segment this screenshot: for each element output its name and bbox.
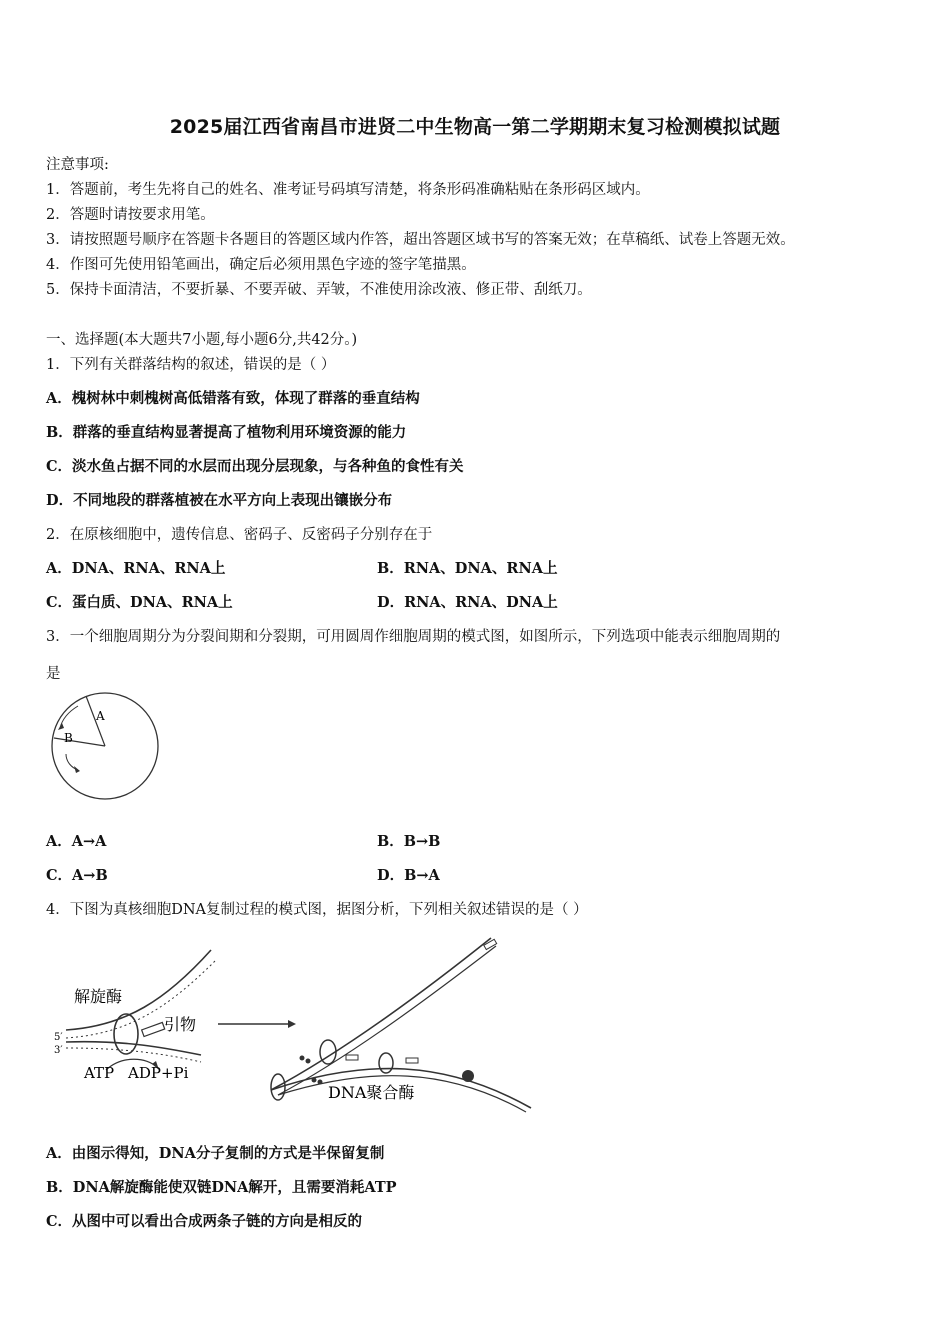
label-helicase: 解旋酶 (74, 987, 123, 1006)
notice-item-2: 2．答题时请按要求用笔。 (46, 207, 215, 223)
label-primer: 引物 (164, 1015, 197, 1034)
fragment-2 (406, 1058, 418, 1063)
label-3prime: 3′ (54, 1045, 63, 1056)
label-a: A (96, 709, 105, 723)
polymerase-upper (320, 1040, 336, 1064)
label-adp: ADP+Pi (128, 1064, 189, 1082)
q1-option-b: B．群落的垂直结构显著提高了植物利用环境资源的能力 (46, 424, 407, 441)
q1-option-c: C．淡水鱼占据不同的水层而出现分层现象，与各种鱼的食性有关 (46, 458, 464, 475)
notice-item-1: 1．答题前，考生先将自己的姓名、准考证号码填写清楚，将条形码准确粘贴在条形码区域内。 (46, 182, 650, 198)
q4-option-a: A．由图示得知，DNA分子复制的方式是半保留复制 (46, 1145, 385, 1162)
dot-1 (300, 1056, 305, 1061)
notice-item-5: 5．保持卡面清洁，不要折暴、不要弄破、弄皱，不准使用涂改液、修正带、刮纸刀。 (46, 282, 592, 298)
helicase-ring (114, 1014, 138, 1054)
section-heading: 一、选择题(本大题共7小题,每小题6分,共42分。) (46, 332, 358, 348)
dot-2 (306, 1059, 311, 1064)
q2-stem: 2．在原核细胞中，遗传信息、密码子、反密码子分别存在于 (46, 527, 433, 543)
arrow-arc-top (60, 706, 78, 728)
q4-stem: 4．下图为真核细胞DNA复制过程的模式图，据图分析，下列相关叙述错误的是（ ） (46, 902, 588, 918)
label-polymerase: DNA聚合酶 (328, 1083, 415, 1102)
q1-option-d: D．不同地段的群落植被在水平方向上表现出镶嵌分布 (46, 492, 393, 509)
q1-option-a: A．槐树林中刺槐树高低错落有致，体现了群落的垂直结构 (46, 390, 420, 407)
q3-option-d: D．B→A (377, 867, 440, 884)
q2-option-b: B．RNA、DNA、RNA上 (377, 560, 558, 577)
process-arrow-head (288, 1020, 296, 1028)
label-b: B (64, 731, 73, 745)
q3-stem-line2: 是 (46, 666, 61, 682)
polymerase-lower-1 (379, 1053, 393, 1073)
q2-option-a: A．DNA、RNA、RNA上 (46, 560, 226, 577)
primer-shape (142, 1022, 165, 1036)
polymerase-lower-2 (462, 1070, 474, 1082)
q4-option-c: C．从图中可以看出合成两条子链的方向是相反的 (46, 1213, 363, 1230)
q3-option-c: C．A→B (46, 867, 108, 884)
notice-item-3: 3．请按照题号顺序在答题卡各题目的答题区域内作答，超出答题区域书写的答案无效；在草稿纸、试卷上答题无效。 (46, 232, 795, 248)
q3-stem-line1: 3．一个细胞周期分为分裂间期和分裂期，可用圆周作细胞周期的模式图，如图所示，下列选项中能表示细胞周期的 (46, 629, 781, 645)
dot-3 (312, 1078, 317, 1083)
q3-option-a: A．A→A (46, 833, 107, 850)
q3-option-b: B．B→B (377, 833, 441, 850)
cell-cycle-figure (46, 690, 164, 805)
fork-upper-a (271, 938, 491, 1090)
fragment-3 (484, 939, 497, 949)
notice-item-4: 4．作图可先使用铅笔画出，确定后必须用黑色字迹的签字笔描黑。 (46, 257, 476, 273)
q2-option-d: D．RNA、RNA、DNA上 (377, 594, 558, 611)
dot-4 (318, 1080, 323, 1085)
arrow-head-bottom (74, 766, 80, 773)
notice-heading: 注意事项: (46, 157, 109, 173)
page-title: 2025届江西省南昌市进贤二中生物高一第二学期期末复习检测模拟试题 (169, 116, 781, 138)
arrow-arc-bottom (66, 754, 78, 770)
dna-replication-figure (46, 930, 546, 1115)
fragment-1 (346, 1055, 358, 1060)
label-atp: ATP (84, 1064, 115, 1082)
q4-option-b: B．DNA解旋酶能使双链DNA解开，且需要消耗ATP (46, 1179, 397, 1196)
label-5prime: 5′ (54, 1032, 63, 1043)
q2-option-c: C．蛋白质、DNA、RNA上 (46, 594, 233, 611)
q1-stem: 1．下列有关群落结构的叙述，错误的是（ ） (46, 357, 336, 373)
radius-b (54, 738, 105, 746)
